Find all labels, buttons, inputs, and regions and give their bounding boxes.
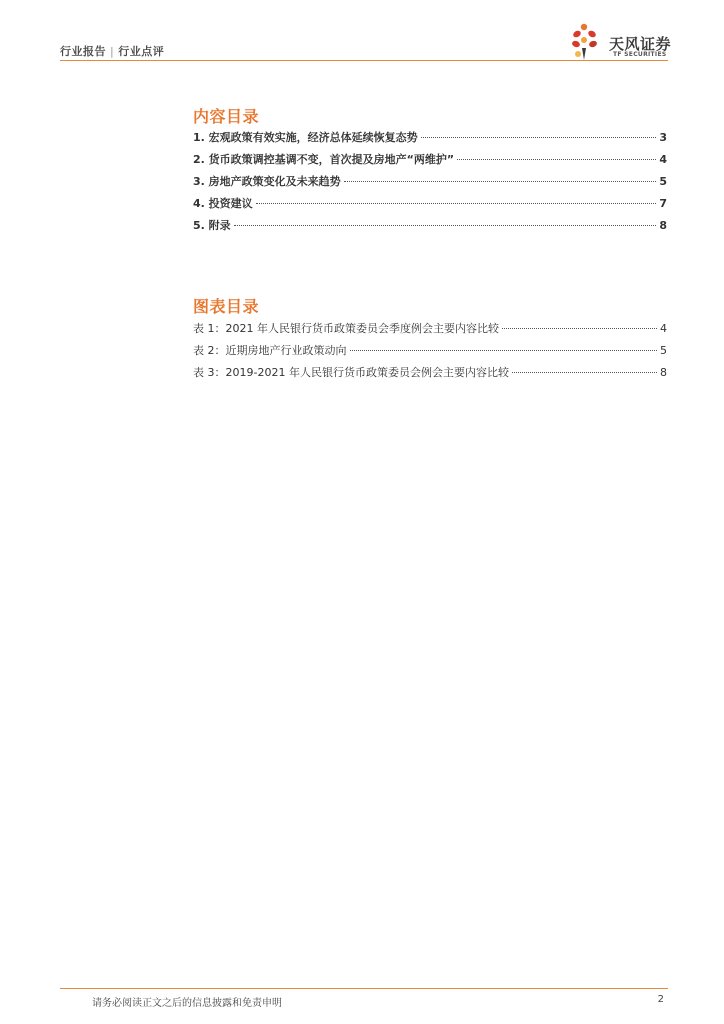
header-divider [60,60,668,61]
header-breadcrumb [60,43,164,59]
toc-item-label: 1. 宏观政策有效实施，经济总体延续恢复态势 [193,131,418,144]
toc-leader-dots [502,328,657,329]
contents-title: 内容目录 [193,107,260,126]
toc-item[interactable] [193,151,667,173]
toc-item-page: 7 [659,197,667,210]
header-subcategory: 行业点评 [118,45,165,58]
toc-item-label: 3. 房地产政策变化及未来趋势 [193,175,341,188]
toc-item-label: 4. 投资建议 [193,197,253,210]
toc-leader-dots [234,225,657,226]
figure-toc-item[interactable] [193,342,667,364]
toc-item-page: 5 [659,175,667,188]
figure-toc-item[interactable] [193,320,667,342]
figure-toc-item[interactable] [193,364,667,386]
header-separator: | [110,45,115,58]
toc-leader-dots [256,203,657,204]
toc-leader-dots [344,181,657,182]
figure-toc-page: 8 [660,366,667,379]
toc-item-page: 8 [659,219,667,232]
toc-item-page: 4 [659,153,667,166]
toc-item[interactable] [193,173,667,195]
tf-securities-logo [566,20,676,64]
toc-leader-dots [512,372,657,373]
figures-title: 图表目录 [193,297,260,316]
toc-item-page: 3 [659,131,667,144]
logo-text-en: TF SECURITIES [613,51,667,58]
toc-leader-dots [457,159,656,160]
toc-item-label: 5. 附录 [193,219,231,232]
flower-logo-icon [566,20,606,64]
logo-text-cn: 天风证券 [609,35,672,53]
toc-item-label: 2. 货币政策调控基调不变，首次提及房地产“两维护” [193,153,455,166]
footer-divider [60,988,668,989]
toc-item[interactable] [193,195,667,217]
header-category: 行业报告 [60,45,106,58]
toc-leader-dots [350,350,658,351]
figure-toc-page: 4 [660,322,667,335]
figure-toc-label: 表 1：2021 年人民银行货币政策委员会季度例会主要内容比较 [193,322,499,335]
toc-item[interactable] [193,129,667,151]
page-number: 2 [657,994,664,1005]
contents-list [193,129,667,239]
toc-leader-dots [421,137,657,138]
figure-toc-page: 5 [660,344,667,357]
toc-item[interactable] [193,217,667,239]
figure-toc-label: 表 3：2019-2021 年人民银行货币政策委员会例会主要内容比较 [193,366,509,379]
footer-disclaimer: 请务必阅读正文之后的信息披露和免责申明 [92,998,282,1009]
figure-toc-label: 表 2：近期房地产行业政策动向 [193,344,347,357]
figures-list [193,320,667,386]
